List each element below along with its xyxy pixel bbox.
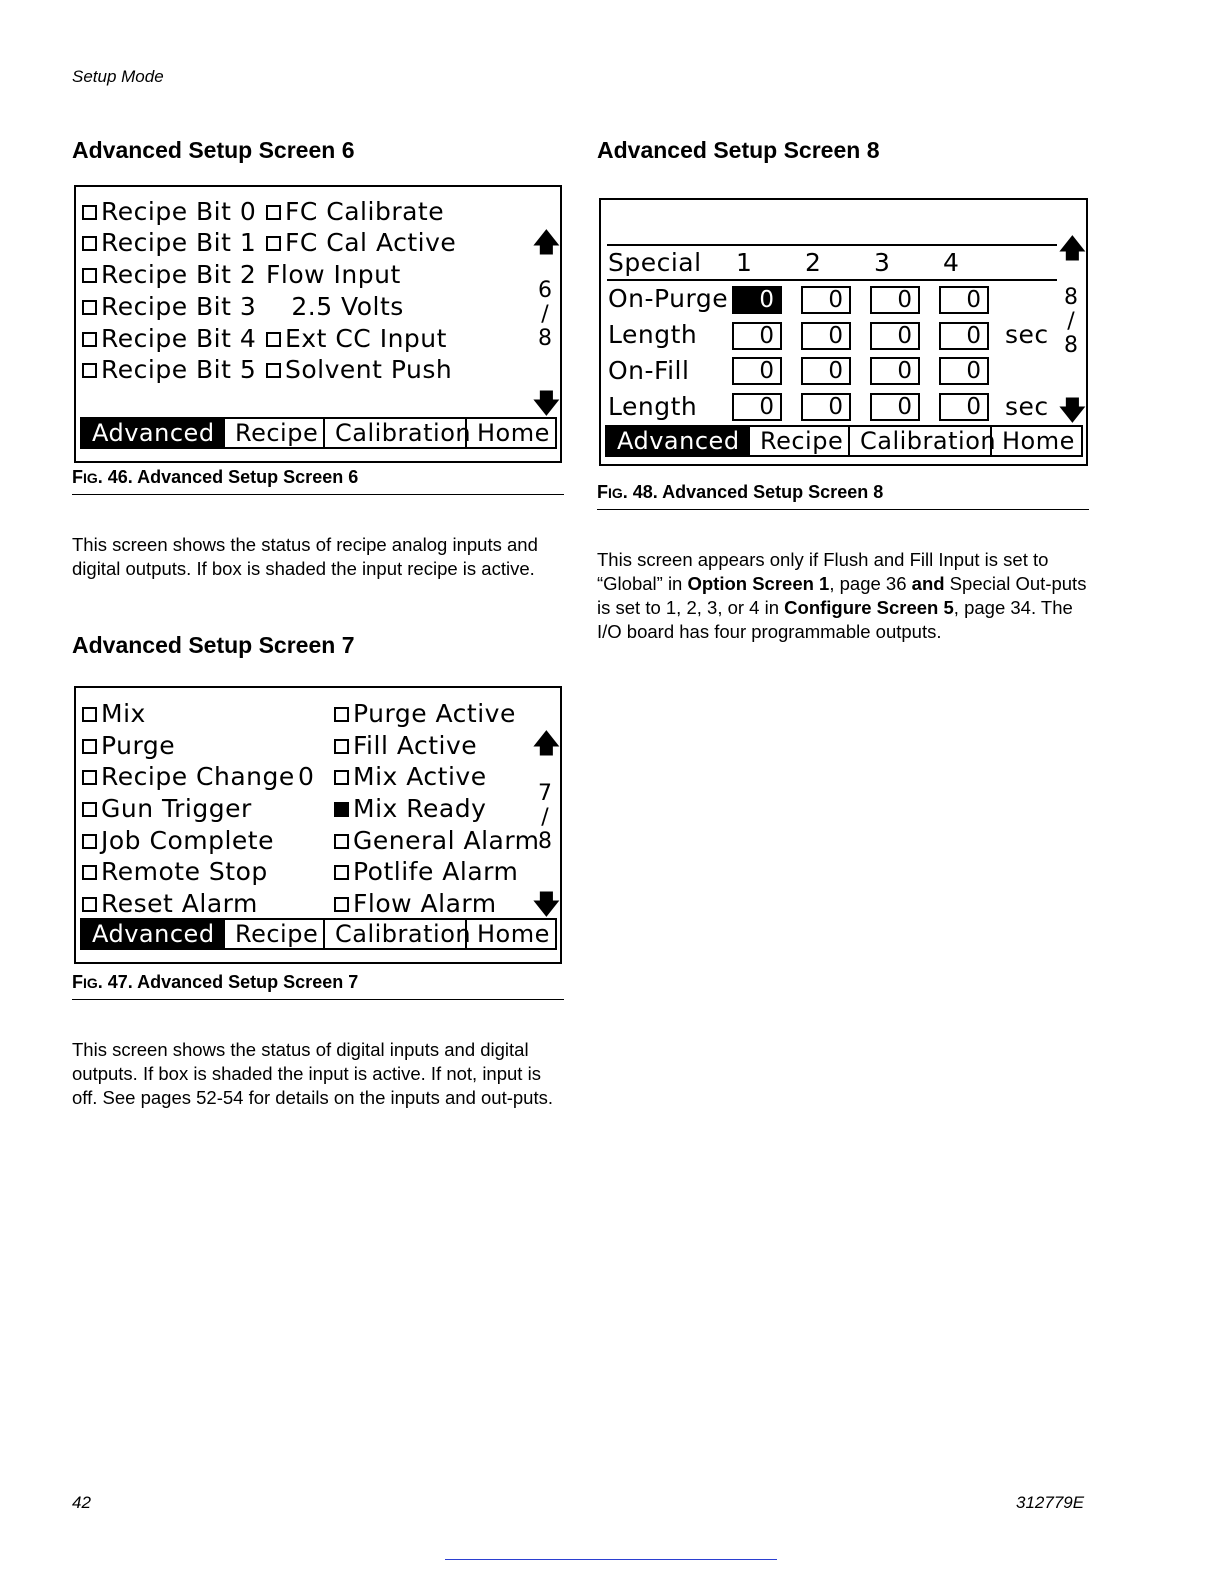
row-label: Mix <box>101 699 146 728</box>
value-field[interactable]: 0 <box>870 357 920 385</box>
tab-advanced[interactable]: Advanced <box>607 427 748 455</box>
column-header-3: 3 <box>874 248 891 277</box>
running-head: Setup Mode <box>72 67 164 86</box>
header-rule <box>607 244 1057 246</box>
row-label: 2.5 Volts <box>266 292 404 321</box>
screen7-row-right <box>334 731 477 761</box>
checkbox-icon <box>334 834 349 849</box>
row-label: Ext CC Input <box>285 324 447 353</box>
screen7-row-right <box>334 857 518 887</box>
tab-bar <box>605 425 1083 457</box>
tab-home[interactable]: Home <box>465 419 555 447</box>
screen8-heading: Advanced Setup Screen 8 <box>597 137 880 163</box>
row-label: Gun Trigger <box>101 794 252 823</box>
tab-recipe[interactable]: Recipe <box>748 427 848 455</box>
row-label: Recipe Bit 0 <box>101 197 257 226</box>
checkbox-icon <box>82 300 97 315</box>
row-label: Solvent Push <box>285 355 453 384</box>
lcd-screen-8 <box>599 198 1088 466</box>
row-label: Mix Ready <box>353 794 487 823</box>
value-field[interactable]: 0 <box>939 357 989 385</box>
value-field[interactable]: 0 <box>732 357 782 385</box>
value-field[interactable]: 0 <box>732 286 782 314</box>
row-label: Potlife Alarm <box>353 857 519 886</box>
screen6-row <box>82 228 256 258</box>
row-label-on-fill: On-Fill <box>608 356 690 385</box>
para-text: Special Out-puts is set to 1, 2, 3, or 4 in <box>597 573 1087 618</box>
para-bold-ref: Option Screen 1 <box>687 573 830 594</box>
screen6-row-right <box>266 355 452 385</box>
row-label: Reset Alarm <box>101 889 258 918</box>
page-separator: / <box>541 805 549 830</box>
screen7-heading: Advanced Setup Screen 7 <box>72 632 355 658</box>
value-field[interactable]: 0 <box>870 322 920 350</box>
divider <box>597 509 1089 510</box>
checkbox-icon <box>82 865 97 880</box>
value-field[interactable]: 0 <box>732 393 782 421</box>
tab-advanced[interactable]: Advanced <box>82 419 223 447</box>
row-label: Flow Input <box>266 260 401 289</box>
page-separator: / <box>541 302 549 327</box>
row-label: Mix Active <box>353 762 487 791</box>
scroll-up-arrow-icon[interactable]: 🡅 <box>1059 234 1086 264</box>
row-label: Recipe Bit 3 <box>101 292 257 321</box>
tab-home[interactable]: Home <box>465 920 555 948</box>
screen7-row <box>82 699 146 729</box>
screen7-row-right <box>334 794 486 824</box>
screen6-row-right <box>266 292 404 322</box>
row-label: Recipe Bit 5 <box>101 355 257 384</box>
special-header-label: Special <box>608 248 702 277</box>
checkbox-icon <box>334 739 349 754</box>
screen6-row-right <box>266 228 456 258</box>
checkbox-icon <box>82 739 97 754</box>
value-field[interactable]: 0 <box>939 286 989 314</box>
checkbox-icon <box>82 897 97 912</box>
value-field[interactable]: 0 <box>801 322 851 350</box>
fig48-caption <box>597 482 883 503</box>
checked-box-icon <box>334 802 349 817</box>
checkbox-icon <box>82 834 97 849</box>
divider <box>72 494 564 495</box>
screen7-row <box>82 731 175 761</box>
tab-advanced[interactable]: Advanced <box>82 920 223 948</box>
page-separator: / <box>1067 309 1075 334</box>
page-total: 8 <box>1064 333 1078 358</box>
screen7-row <box>82 826 274 856</box>
screen6-row <box>82 197 256 227</box>
para-bold: and <box>911 573 945 594</box>
column-header-2: 2 <box>805 248 822 277</box>
divider <box>72 999 564 1000</box>
scroll-down-arrow-icon[interactable]: 🡇 <box>1059 396 1086 426</box>
row-label: General Alarm <box>353 826 540 855</box>
screen7-row-right <box>334 889 497 919</box>
paragraph-screen6: This screen shows the status of recipe analog inputs and digital outputs. If box is shaded the input recipe is active. <box>72 534 538 579</box>
screen6-row-right <box>266 260 401 290</box>
value-field[interactable]: 0 <box>732 322 782 350</box>
screen7-row-right <box>334 699 516 729</box>
checkbox-icon <box>334 707 349 722</box>
screen6-heading: Advanced Setup Screen 6 <box>72 137 355 163</box>
screen6-row <box>82 324 256 354</box>
caption-fig-f: F <box>72 467 83 487</box>
checkbox-icon <box>82 802 97 817</box>
checkbox-icon <box>266 363 281 378</box>
caption-text: . 48. Advanced Setup Screen 8 <box>622 482 884 502</box>
screen6-row <box>82 292 256 322</box>
row-label: Recipe Bit 2 <box>101 260 257 289</box>
link-underline <box>445 1559 777 1560</box>
caption-fig-ig: IG <box>608 485 623 501</box>
tab-calibration[interactable]: Calibration <box>323 920 465 948</box>
checkbox-icon <box>82 205 97 220</box>
checkbox-icon <box>82 770 97 785</box>
checkbox-icon <box>334 897 349 912</box>
page-number: 42 <box>72 1493 91 1512</box>
screen7-row <box>82 857 268 887</box>
value-field[interactable]: 0 <box>801 357 851 385</box>
checkbox-icon <box>82 268 97 283</box>
value-field[interactable]: 0 <box>870 286 920 314</box>
scroll-down-arrow-icon[interactable]: 🡇 <box>533 389 560 419</box>
page-indicator <box>1059 286 1083 358</box>
para-text: , page 34. The I/O board has four programmable outputs. <box>597 597 1073 642</box>
row-label: FC Cal Active <box>285 228 457 257</box>
scroll-up-arrow-icon[interactable]: 🡅 <box>533 228 560 258</box>
checkbox-icon <box>334 770 349 785</box>
page-current: 7 <box>538 781 552 806</box>
row-label: Fill Active <box>353 731 478 760</box>
scroll-up-arrow-icon[interactable]: 🡅 <box>533 729 560 759</box>
checkbox-icon <box>334 865 349 880</box>
value-field[interactable]: 0 <box>939 322 989 350</box>
checkbox-icon <box>266 205 281 220</box>
tab-bar <box>80 417 557 449</box>
document-number: 312779E <box>1016 1493 1085 1512</box>
recipe-change-value: 0 <box>298 762 315 791</box>
paragraph-screen8 <box>597 548 1089 644</box>
row-label: Remote Stop <box>101 857 268 886</box>
tab-recipe[interactable]: Recipe <box>223 920 323 948</box>
row-label: Purge <box>101 731 176 760</box>
checkbox-icon <box>266 236 281 251</box>
scroll-down-arrow-icon[interactable]: 🡇 <box>533 890 560 920</box>
screen7-row-right <box>334 762 487 792</box>
value-field[interactable]: 0 <box>801 393 851 421</box>
caption-fig-f: F <box>72 972 83 992</box>
row-label: Recipe Bit 1 <box>101 228 257 257</box>
unit-label: sec <box>1005 392 1049 421</box>
tab-bar <box>80 918 557 950</box>
row-label: FC Calibrate <box>285 197 445 226</box>
page-total: 8 <box>538 829 552 854</box>
row-label: Recipe Bit 4 <box>101 324 257 353</box>
row-label-on-purge: On-Purge <box>608 284 729 313</box>
screen7-row-right <box>334 826 540 856</box>
checkbox-icon <box>82 332 97 347</box>
para-text: , page 36 <box>829 573 912 594</box>
page-total: 8 <box>538 326 552 351</box>
row-label: Purge Active <box>353 699 516 728</box>
screen6-row <box>82 355 256 385</box>
page-current: 6 <box>538 278 552 303</box>
row-label-length: Length <box>608 392 698 421</box>
fig46-caption <box>72 467 358 488</box>
row-label: Flow Alarm <box>353 889 497 918</box>
checkbox-icon <box>82 707 97 722</box>
checkbox-icon <box>82 236 97 251</box>
page-indicator <box>533 279 557 351</box>
value-field[interactable]: 0 <box>870 393 920 421</box>
caption-fig-ig: IG <box>83 470 98 486</box>
screen7-row <box>82 889 258 919</box>
caption-text: . 47. Advanced Setup Screen 7 <box>97 972 359 992</box>
column-header-4: 4 <box>943 248 960 277</box>
tab-recipe[interactable]: Recipe <box>223 419 323 447</box>
lcd-screen-7 <box>74 686 562 964</box>
paragraph-screen7: This screen shows the status of digital inputs and digital outputs. If box is shaded the input is active. If not, input is off. See pages 52-54 for details on the inputs and out-puts. <box>72 1039 553 1108</box>
para-text: This screen appears only if Flush and Fill Input is set to “Global” in <box>597 549 1049 594</box>
tab-home[interactable]: Home <box>990 427 1081 455</box>
caption-text: . 46. Advanced Setup Screen 6 <box>97 467 359 487</box>
row-label: Recipe Change <box>101 762 295 791</box>
row-label: Job Complete <box>101 826 274 855</box>
caption-fig-f: F <box>597 482 608 502</box>
value-field[interactable]: 0 <box>801 286 851 314</box>
value-field[interactable]: 0 <box>939 393 989 421</box>
checkbox-icon <box>266 332 281 347</box>
fig47-caption <box>72 972 358 993</box>
screen7-row <box>82 762 295 792</box>
row-label-length: Length <box>608 320 698 349</box>
screen6-row-right <box>266 197 444 227</box>
screen6-row-right <box>266 324 447 354</box>
lcd-screen-6 <box>74 185 562 463</box>
caption-fig-ig: IG <box>83 975 98 991</box>
unit-label: sec <box>1005 320 1049 349</box>
checkbox-icon <box>82 363 97 378</box>
screen6-row <box>82 260 256 290</box>
page-current: 8 <box>1064 285 1078 310</box>
screen7-row <box>82 794 252 824</box>
para-bold-ref: Configure Screen 5 <box>784 597 954 618</box>
page-indicator <box>533 782 557 854</box>
tab-calibration[interactable]: Calibration <box>848 427 990 455</box>
column-header-1: 1 <box>736 248 753 277</box>
header-rule <box>607 279 1057 281</box>
tab-calibration[interactable]: Calibration <box>323 419 465 447</box>
